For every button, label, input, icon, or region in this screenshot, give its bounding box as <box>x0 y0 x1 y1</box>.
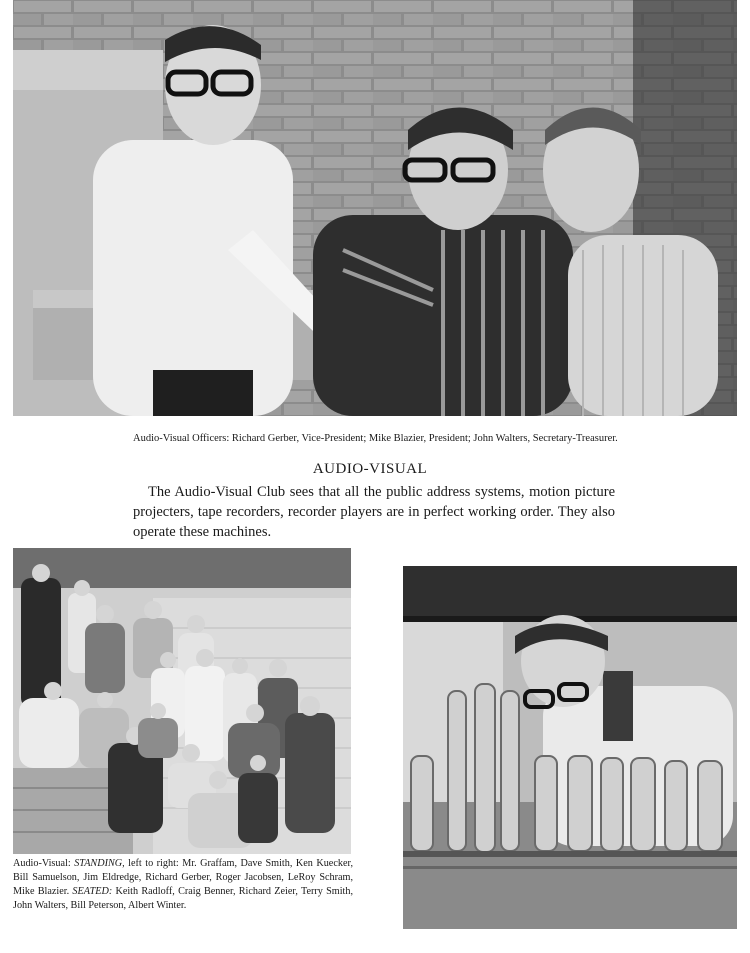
group-photo <box>13 548 351 854</box>
standing-label: STANDING, <box>74 858 125 869</box>
film-reels-photo <box>403 566 737 929</box>
officers-caption: Audio-Visual Officers: Richard Gerber, Vice-President; Mike Blazier, President; John Walters, Secretary-Treasurer. <box>133 433 618 444</box>
caption-lead: Audio-Visual: <box>13 858 75 869</box>
standing-names: left to right: Mr. Graffam, Dave Smith, Ken Kuecker, Bill Samuelson, Jim Eldredge, Richard Gerber, Roger Jacobsen, LeRoy Schram, Mike Blazier. <box>13 858 353 897</box>
page-title: AUDIO-VISUAL <box>312 461 428 477</box>
club-description: The Audio-Visual Club sees that all the public address systems, motion picture projecters, tape recorders, recorder players are in perfect working order. They also operate these machines. <box>133 484 615 540</box>
seated-label: SEATED: <box>72 886 113 897</box>
officers-photo <box>13 0 737 416</box>
seated-names: Keith Radloff, Craig Benner, Richard Zeier, Terry Smith, John Walters, Bill Peterson, Albert Winter. <box>13 886 353 911</box>
group-caption <box>13 857 353 913</box>
